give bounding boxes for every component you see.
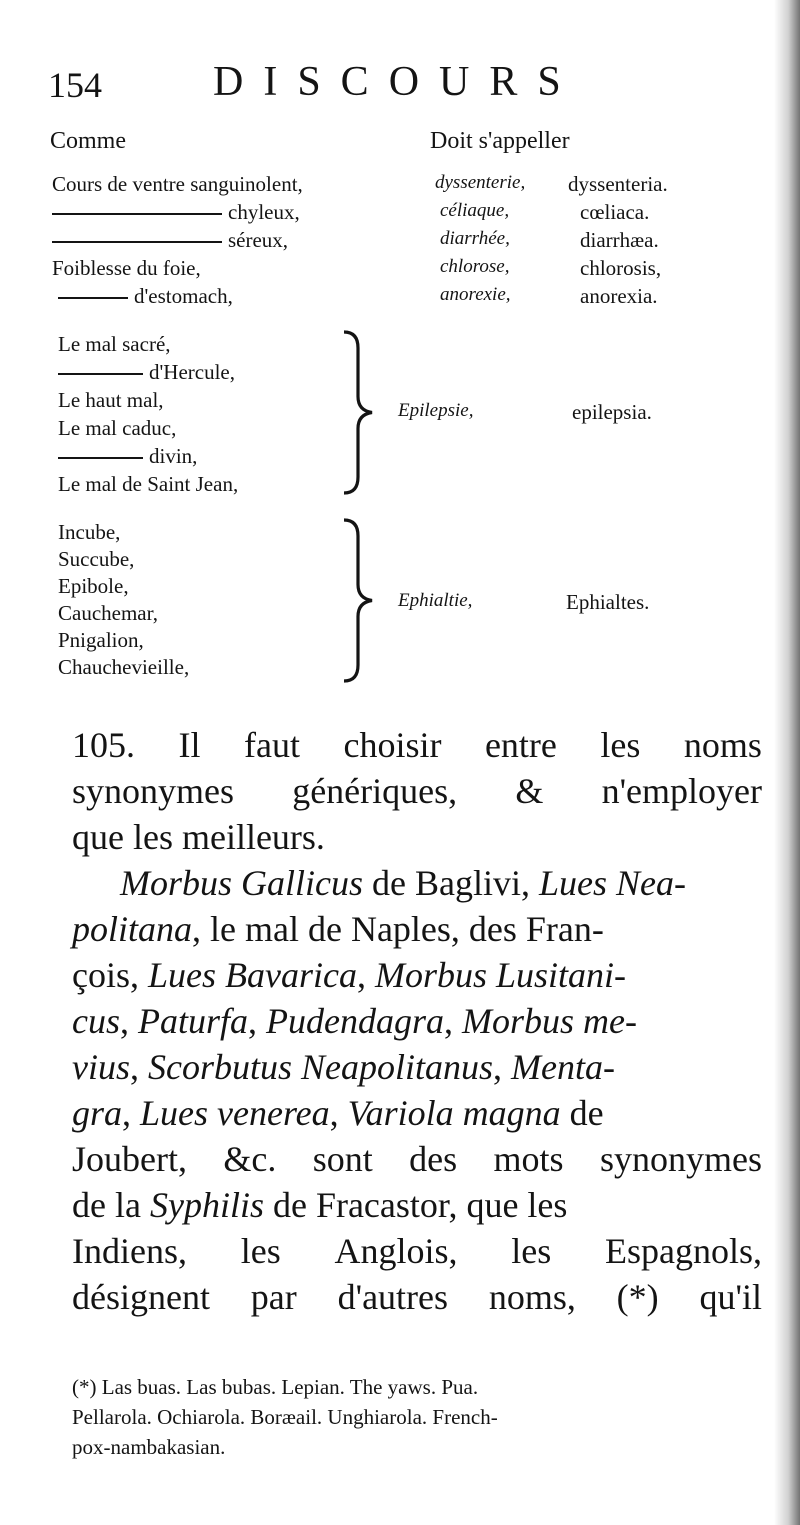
french-term-text: d'estomach, — [134, 284, 233, 308]
group-synonym — [58, 601, 158, 626]
group-synonym — [58, 547, 134, 572]
french-medical-term: céliaque, — [440, 200, 510, 221]
word: Indiens, — [72, 1231, 187, 1271]
curly-brace — [338, 330, 378, 495]
word: entre — [484, 725, 557, 765]
group-synonym-text: Le mal caduc, — [58, 416, 177, 440]
group-synonym-text: Incube, — [58, 520, 121, 544]
french-medical-term: anorexie, — [440, 284, 511, 305]
paragraph-line: que les meilleurs. — [72, 817, 325, 857]
paragraph-line: çois, Lues Bavarica, Morbus Lusitani- — [72, 955, 627, 995]
group-synonym-text: d'Hercule, — [149, 360, 235, 384]
group-synonym-text: Chauchevieille, — [58, 655, 190, 679]
group-synonym — [58, 332, 171, 357]
synonym-row — [0, 200, 800, 228]
word: génériques, — [292, 771, 458, 811]
paragraph-line: vius, Scorbutus Neapolitanus, Menta- — [72, 1047, 615, 1087]
word: 105. — [72, 725, 135, 765]
synonym-row — [0, 256, 800, 284]
word: & — [515, 771, 544, 811]
latin-term: cœliaca. — [580, 200, 650, 224]
group-synonym-text: Le mal sacré, — [58, 332, 171, 356]
word: des — [409, 1139, 458, 1179]
group-synonym-text: Succube, — [58, 547, 135, 571]
word: synonymes — [72, 771, 234, 811]
word: les — [240, 1231, 281, 1271]
paragraph-line — [72, 1274, 762, 1320]
page-header — [48, 58, 608, 108]
group-synonym — [58, 360, 235, 385]
word: noms, — [488, 1277, 576, 1317]
word: faut — [244, 725, 300, 765]
group-synonym — [58, 444, 197, 469]
french-term — [52, 200, 300, 225]
word: désignent — [72, 1277, 210, 1317]
french-term-text: séreux, — [228, 228, 289, 252]
word: n'employer — [601, 771, 762, 811]
french-term — [58, 284, 233, 309]
column-heading-doit-sappeller: Doit s'appeller — [430, 128, 570, 154]
ditto-dash — [58, 373, 143, 375]
word: choisir — [343, 725, 442, 765]
latin-term: chlorosis, — [580, 256, 662, 280]
paragraph-line: Morbus Gallicus de Baglivi, Lues Nea- — [120, 863, 686, 903]
word: Espagnols, — [605, 1231, 762, 1271]
group-synonym — [58, 388, 164, 413]
ditto-dash — [58, 457, 143, 459]
ditto-dash — [52, 241, 222, 243]
running-title: DISCOURS — [213, 59, 581, 105]
french-medical-term: diarrhée, — [440, 228, 510, 249]
paragraph-line — [72, 722, 762, 768]
french-medical-term: chlorose, — [440, 256, 510, 277]
word: les — [511, 1231, 552, 1271]
paragraph-line: gra, Lues venerea, Variola magna de — [72, 1093, 604, 1133]
word: sont — [312, 1139, 373, 1179]
paragraph-line: cus, Paturfa, Pudendagra, Morbus me- — [72, 1001, 637, 1041]
word: par — [250, 1277, 297, 1317]
word: (*) — [616, 1277, 659, 1317]
word: noms — [683, 725, 762, 765]
curly-brace — [338, 518, 378, 683]
word: Joubert, — [72, 1139, 187, 1179]
group-french-term: Ephialtie, — [398, 590, 473, 611]
french-medical-term: dyssenterie, — [435, 172, 526, 193]
word: d'autres — [337, 1277, 449, 1317]
group-synonym-text: Epibole, — [58, 574, 129, 598]
synonym-row — [0, 228, 800, 256]
french-term: Cours de ventre sanguinolent, — [52, 172, 303, 196]
french-term — [52, 228, 288, 253]
ditto-dash — [52, 213, 222, 215]
footnote-line: (*) Las buas. Las bubas. Lepian. The yaws. Pua. — [72, 1375, 479, 1399]
column-heading-comme: Comme — [50, 128, 126, 154]
latin-term: anorexia. — [580, 284, 658, 308]
synonym-row — [0, 284, 800, 312]
latin-term: dyssenteria. — [568, 172, 668, 196]
paragraph-line: politana, le mal de Naples, des Fran- — [72, 909, 604, 949]
french-term-text: chyleux, — [228, 200, 300, 224]
word: les — [600, 725, 641, 765]
paragraph-line — [72, 768, 762, 814]
group-synonym — [58, 472, 238, 497]
group-synonym-text: Le haut mal, — [58, 388, 164, 412]
ditto-dash — [58, 297, 128, 299]
footnote-line: Pellarola. Ochiarola. Boræail. Unghiarola. French- — [72, 1405, 498, 1429]
footnote-line: pox-nambakasian. — [72, 1435, 226, 1459]
word: qu'il — [699, 1277, 762, 1317]
word: mots — [493, 1139, 564, 1179]
group-synonym-text: Cauchemar, — [58, 601, 159, 625]
word: Il — [178, 725, 201, 765]
latin-term: diarrhæa. — [580, 228, 659, 252]
word: synonymes — [599, 1139, 762, 1179]
group-synonym — [58, 628, 144, 653]
group-synonym-text: divin, — [149, 444, 198, 468]
page-number: 154 — [48, 65, 102, 105]
word: Anglois, — [334, 1231, 458, 1271]
group-french-term: Epilepsie, — [398, 400, 474, 421]
group-synonym — [58, 416, 176, 441]
word: &c. — [223, 1139, 277, 1179]
synonym-row — [0, 172, 800, 200]
group-latin-term: epilepsia. — [572, 400, 652, 424]
group-synonym — [58, 574, 129, 599]
group-synonym-text: Pnigalion, — [58, 628, 144, 652]
paragraph-line — [72, 1136, 762, 1182]
group-synonym — [58, 520, 120, 545]
group-latin-term: Ephialtes. — [566, 590, 650, 614]
group-synonym — [58, 655, 189, 680]
paragraph-line: de la Syphilis de Fracastor, que les — [72, 1185, 568, 1225]
group-synonym-text: Le mal de Saint Jean, — [58, 472, 239, 496]
french-term: Foiblesse du foie, — [52, 256, 201, 280]
paragraph-line — [72, 1228, 762, 1274]
